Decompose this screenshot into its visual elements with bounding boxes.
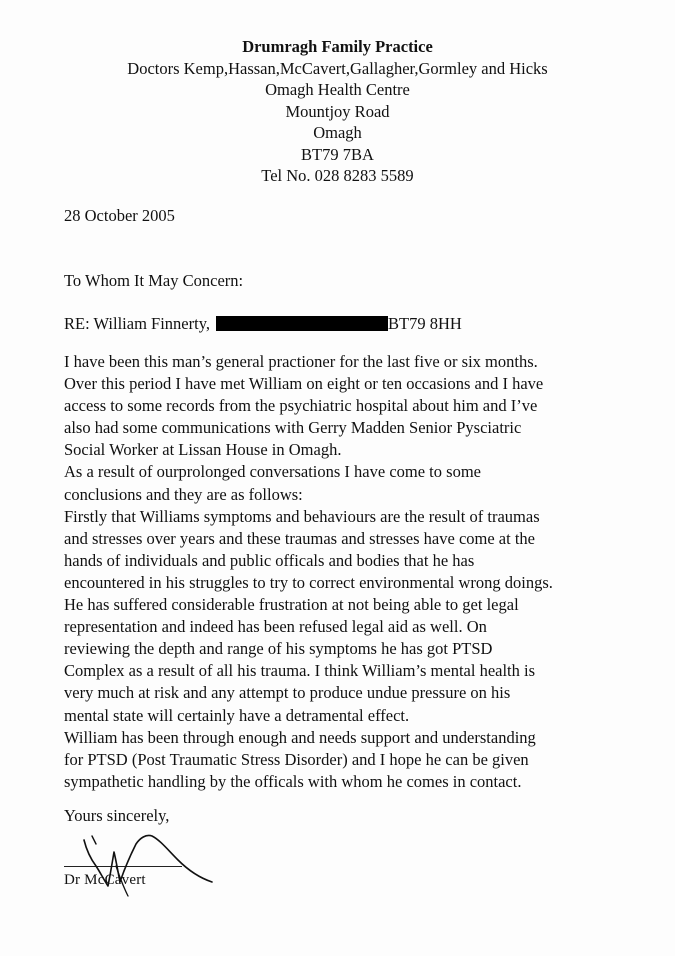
body-line: Complex as a result of all his trauma. I think William’s mental health is [64, 661, 536, 681]
body-line: mental state will certainly have a detramental effect. [64, 705, 410, 725]
re-line [64, 314, 462, 334]
body-line: very much at risk and any attempt to produce undue pressure on his [64, 683, 511, 703]
body-line: As a result of ourprolonged conversations I have come to some [64, 462, 481, 482]
body-line: He has suffered considerable frustration at not being able to get legal [64, 595, 519, 615]
signatory-name: Dr McCavert [64, 872, 146, 888]
redacted-address-bar [216, 316, 388, 331]
handwritten-signature [56, 826, 226, 906]
body-line: also had some communications with Gerry Madden Senior Pysciatric [64, 418, 522, 438]
salutation: To Whom It May Concern: [64, 271, 244, 290]
street-address: Mountjoy Road [285, 101, 390, 121]
body-line: hands of individuals and public officals and bodies that he has [64, 550, 475, 570]
body-line: representation and indeed has been refused legal aid as well. On [64, 617, 487, 637]
doctors-list: Doctors Kemp,Hassan,McCavert,Gallagher,Gormley and Hicks [127, 58, 548, 78]
re-subject: RE: William Finnerty, [64, 314, 210, 333]
practice-name: Drumragh Family Practice [242, 37, 433, 56]
letterhead [0, 36, 675, 187]
body-line: access to some records from the psychiatric hospital about him and I’ve [64, 396, 538, 416]
letter-body [64, 351, 664, 793]
closing: Yours sincerely, [64, 806, 170, 825]
letter-date: 28 October 2005 [64, 206, 175, 225]
body-line: Firstly that Williams symptoms and behaviours are the result of traumas [64, 506, 540, 526]
body-line: William has been through enough and needs support and understanding [64, 727, 536, 747]
body-line: for PTSD (Post Traumatic Stress Disorder) and I hope he can be given [64, 749, 529, 769]
body-line: sympathetic handling by the officals with whom he comes in contact. [64, 771, 522, 791]
body-line: I have been this man’s general practioner for the last five or six months. [64, 352, 538, 371]
re-postcode: BT79 8HH [388, 314, 462, 333]
body-line: Social Worker at Lissan House in Omagh. [64, 440, 342, 460]
body-line: and stresses over years and these traumas and stresses have come at the [64, 528, 535, 548]
postcode: BT79 7BA [301, 144, 374, 164]
body-line: encountered in his struggles to try to correct environmental wrong doings. [64, 572, 553, 592]
town: Omagh [313, 123, 362, 142]
body-line: conclusions and they are as follows: [64, 484, 303, 504]
health-centre: Omagh Health Centre [265, 80, 410, 99]
body-line: reviewing the depth and range of his symptoms he has got PTSD [64, 639, 493, 659]
body-line: Over this period I have met William on eight or ten occasions and I have [64, 374, 544, 394]
phone-number: Tel No. 028 8283 5589 [261, 166, 414, 185]
